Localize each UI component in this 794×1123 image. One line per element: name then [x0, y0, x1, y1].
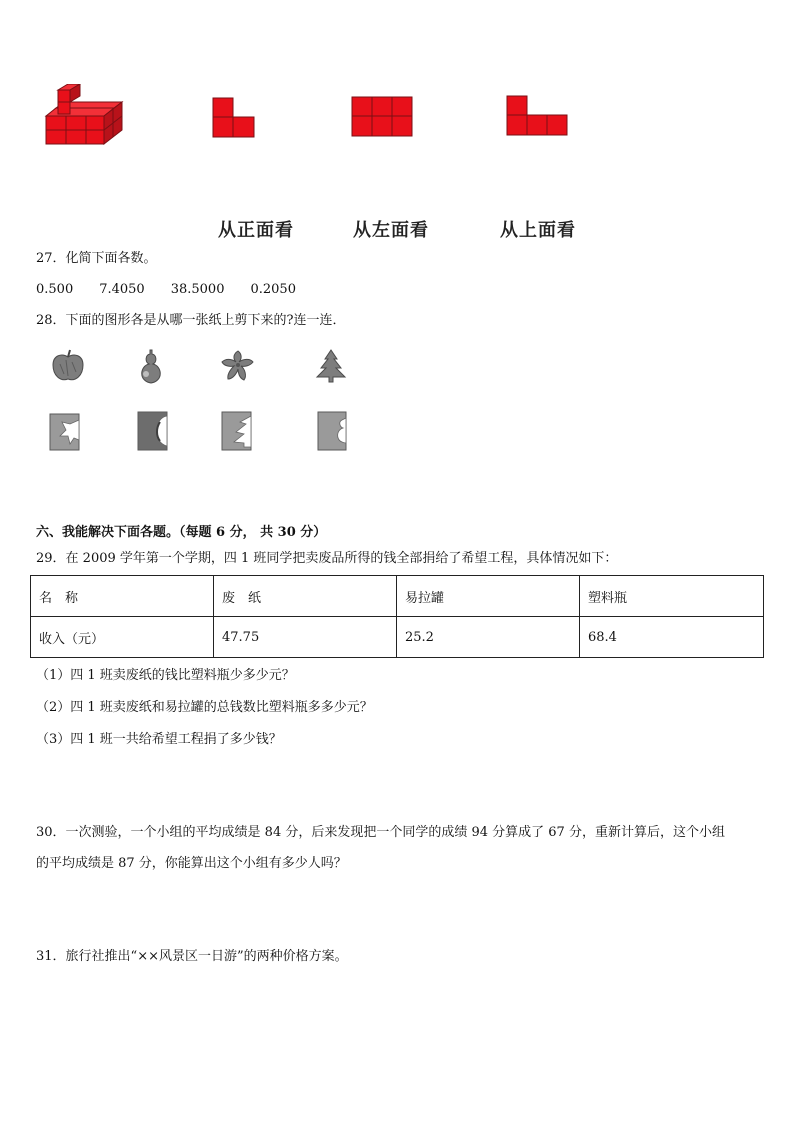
card-leaf-cutout-icon	[48, 412, 82, 452]
card-moon-cutout-icon	[136, 410, 170, 452]
question-31: 31．旅行社推出“××风景区一日游”的两种价格方案。	[36, 949, 348, 964]
number-item: 0.2050	[250, 282, 296, 297]
income-table	[30, 575, 764, 658]
top-view-label: 从上面看	[500, 220, 576, 241]
left-view-label: 从左面看	[353, 220, 429, 241]
flower-shape-icon	[220, 348, 256, 384]
question-30-line-2: 的平均成绩是 87 分，你能算出这个小组有多少人吗？	[36, 856, 347, 871]
question-28: 28．下面的图形各是从哪一张纸上剪下来的?连一连．	[36, 313, 346, 328]
table-cell: 废 纸	[214, 576, 397, 617]
front-view-figure	[212, 97, 256, 139]
table-cell: 收入（元）	[31, 617, 214, 658]
number-item: 0.500	[36, 282, 74, 297]
card-gourd-cutout-icon	[316, 410, 350, 452]
table-cell: 68.4	[580, 617, 764, 658]
q29-sub-1: （1）四 1 班卖废纸的钱比塑料瓶少多少元？	[36, 668, 295, 683]
table-cell: 47.75	[214, 617, 397, 658]
section-6-title: 六、我能解决下面各题。（每题 6 分， 共 30 分）	[36, 525, 327, 540]
table-cell: 25.2	[397, 617, 580, 658]
card-tree-cutout-icon	[220, 410, 254, 452]
number-item: 38.5000	[170, 282, 225, 297]
question-30-line-1: 30．一次测验，一个小组的平均成绩是 84 分，后来发现把一个同学的成绩 94 分算成了 67 分，重新计算后，这个小组	[36, 825, 725, 840]
q27-numbers	[36, 281, 322, 299]
table-cell: 名 称	[31, 576, 214, 617]
table-row	[31, 576, 764, 617]
table-cell: 易拉罐	[397, 576, 580, 617]
table-cell: 塑料瓶	[580, 576, 764, 617]
question-27: 27．化简下面各数。	[36, 251, 157, 266]
tree-shape-icon	[314, 348, 348, 384]
front-view-label: 从正面看	[218, 220, 294, 241]
number-item: 7.4050	[99, 282, 145, 297]
q29-sub-3: （3）四 1 班一共给希望工程捐了多少钱？	[36, 732, 282, 747]
q29-sub-2: （2）四 1 班卖废纸和易拉罐的总钱数比塑料瓶多多少元？	[36, 700, 373, 715]
question-29: 29．在 2009 学年第一个学期，四 1 班同学把卖废品所得的钱全部捐给了希望工程，具体情况如下：	[36, 551, 618, 566]
table-row	[31, 617, 764, 658]
cube-solid-figure	[44, 84, 128, 146]
top-view-figure	[506, 95, 568, 137]
left-view-figure	[351, 96, 413, 138]
gourd-shape-icon	[136, 348, 166, 386]
apple-shape-icon	[50, 348, 86, 384]
